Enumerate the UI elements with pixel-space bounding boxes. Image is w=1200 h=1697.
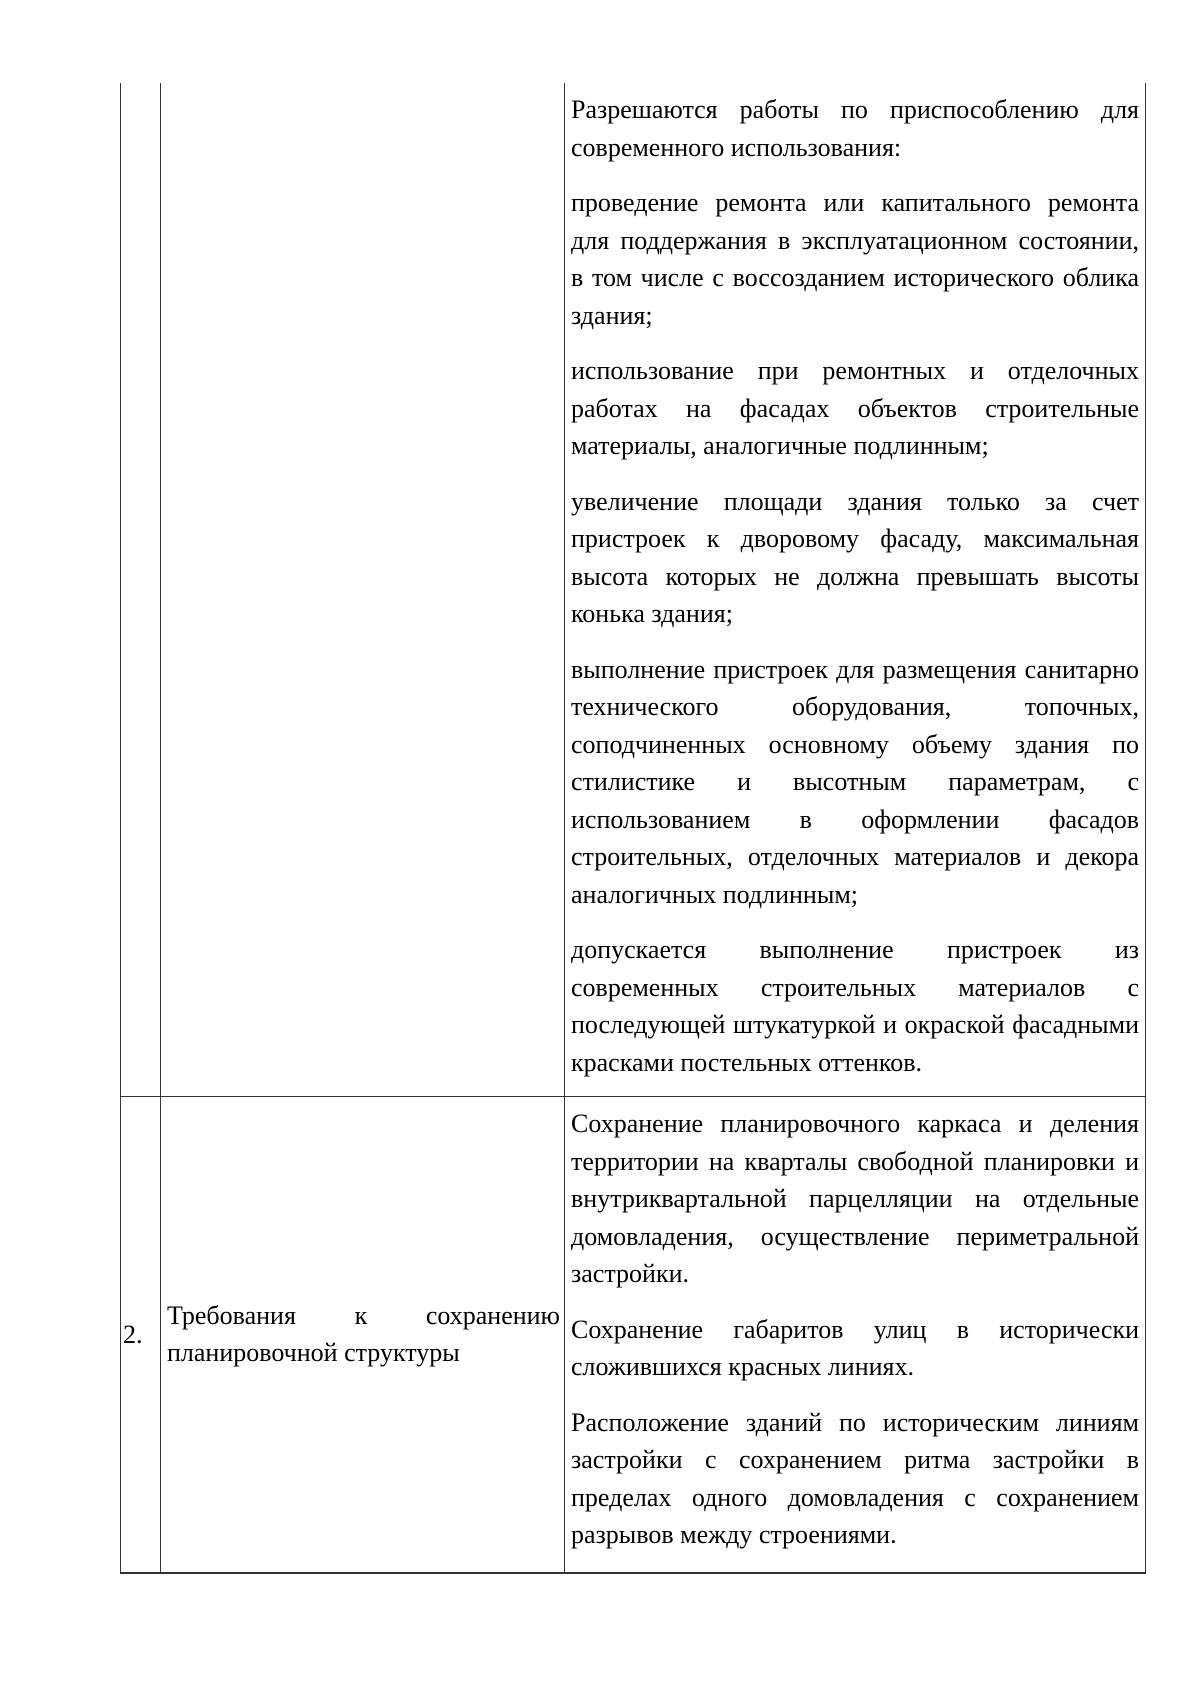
requirement-paragraph: увеличение площади здания только за счет пристроек к дворовому фасаду, максимальная высота которых не должна превышать высоты конька здания; [571, 486, 1139, 628]
requirement-name-cell [161, 83, 565, 1097]
requirement-name-word: к [354, 1301, 368, 1331]
requirement-name [167, 1297, 560, 1371]
requirement-paragraph: использование при ремонтных и отделочных работах на фасадах объектов строительные материалы, аналогичные подлинным; [571, 356, 1139, 460]
row-number-cell [121, 83, 161, 1097]
requirement-name-cell [161, 1097, 565, 1573]
requirement-paragraph: Разрешаются работы по приспособлению для современного использования: [571, 95, 1139, 162]
requirement-paragraph: Сохранение габаритов улиц в исторически сложившихся красных линиях. [571, 1314, 1139, 1381]
table-row-continued [121, 83, 1146, 1097]
requirement-text-cell [565, 83, 1146, 1097]
row-number: 2. [123, 1319, 143, 1349]
requirement-name-line-1 [167, 1297, 560, 1334]
requirement-paragraph: проведение ремонта или капитального ремонта для поддержания в эксплуатационном состоянии, в том числе с воссозданием исторического облика здания; [571, 188, 1139, 330]
requirement-paragraph: допускается выполнение пристроек из современных строительных материалов с последующей штукатуркой и окраской фасадными красками постельных оттенков. [571, 935, 1139, 1077]
requirement-paragraph: выполнение пристроек для размещения санитарно технического оборудования, топочных, соподчиненных основному объему здания по стилистике и высотным параметрам, с использованием в оформлении фасадов строительных, отделочных материалов и декора аналогичных подлинным; [571, 654, 1139, 909]
table-row-2 [121, 1097, 1146, 1573]
row-number-cell [121, 1097, 161, 1573]
requirement-paragraph: Расположение зданий по историческим линиям застройки с сохранением ритма застройки в пределах одного домовладения с сохранением разрывов между строениями. [571, 1407, 1139, 1549]
requirement-text-cell [565, 1097, 1146, 1573]
requirements-table [120, 83, 1146, 1574]
requirement-paragraph: Сохранение планировочного каркаса и деления территории на кварталы свободной планировки и внутриквартальной парцелляции на отдельные домовладения, осуществление периметральной застройки. [571, 1109, 1139, 1288]
requirement-name-word: Требования [167, 1301, 296, 1331]
requirement-name-line-2: планировочной структуры [167, 1338, 460, 1368]
requirement-name-word: сохранению [425, 1301, 560, 1331]
